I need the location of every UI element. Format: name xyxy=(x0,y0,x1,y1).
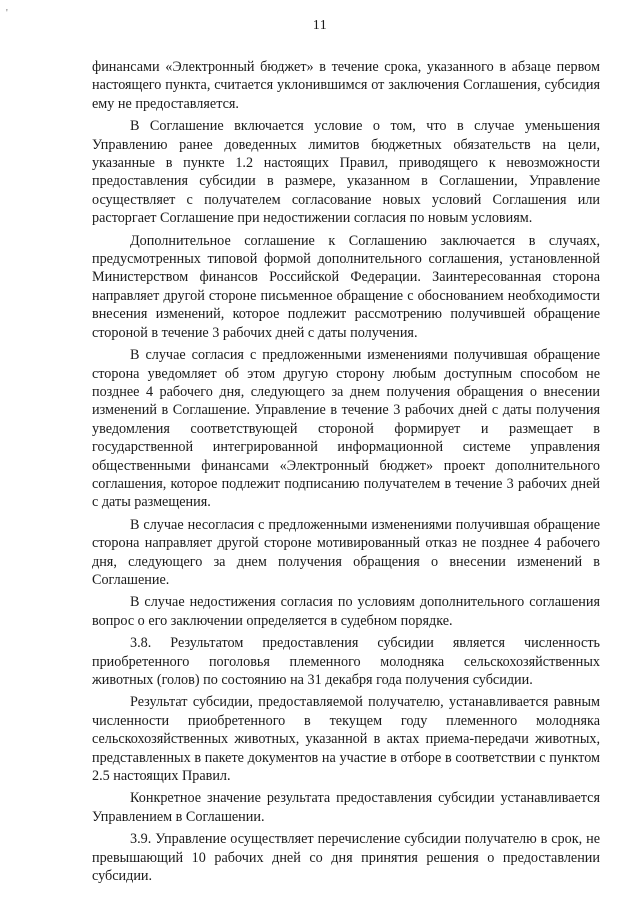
paragraph-budget-limits: В Соглашение включается условие о том, что в случае уменьшения Управлению ранее доведенных лимитов бюджетных обязательств на цели, указанные в пункте 1.2 настоящих Правил, приводящего к невозможности предоставления субсидии в размере, указанном в Соглашении, Управление осуществляет с получателем согласование новых условий Соглашения или расторгает Соглашение при недостижении согласия по новым условиям. xyxy=(92,118,600,227)
paragraph-no-agreement: В случае недостижения согласия по условиям дополнительного соглашения вопрос о его заключении определяется в судебном порядке. xyxy=(92,594,600,629)
paragraph-additional-agreement: Дополнительное соглашение к Соглашению заключается в случаях, предусмотренных типовой формой дополнительного соглашения, установленной Министерством финансов Российской Федерации. Заинтересованная сторона направляет другой стороне письменное обращение с обоснованием необходимости внесения изменений, которое подлежит рассмотрению получившей обращение стороной в течение 3 рабочих дней с даты получения. xyxy=(92,232,600,341)
paragraph-result-value: Конкретное значение результата предоставления субсидии устанавливается Управлением в Соглашении. xyxy=(92,790,600,825)
paragraph-continuation: финансами «Электронный бюджет» в течение срока, указанного в абзаце первом настоящего пункта, считается уклонившимся от заключения Соглашения, субсидия ему не предоставляется. xyxy=(92,59,600,112)
paragraph-subsidy-result: Результат субсидии, предоставляемой получателю, устанавливается равным численности приобретенного в текущем году племенного молодняка сельскохозяйственных животных, указанной в актах приема-передачи животных, представленных в пакете документов на участие в отборе в соответствии с пунктом 2.5 настоящих Правил. xyxy=(92,694,600,785)
paragraph-section-3-8: 3.8. Результатом предоставления субсидии является численность приобретенного поголовья племенного молодняка сельскохозяйственных животных (голов) по состоянию на 31 декабря года получения субсидии. xyxy=(92,635,600,688)
page-margin-mark: ' xyxy=(6,8,8,19)
page-number: 11 xyxy=(312,18,328,33)
paragraph-section-3-9: 3.9. Управление осуществляет перечисление субсидии получателю в срок, не превышающий 10 рабочих дней со дня принятия решения о предоставлении субсидии. xyxy=(92,831,600,885)
paragraph-consent: В случае согласия с предложенными изменениями получившая обращение сторона уведомляет об этом другую сторону любым доступным способом не позднее 4 рабочего дня, следующего за днем получения обращения о внесении изменений в Соглашение. Управление в течение 3 рабочих дней с даты получения уведомления соответствующей стороной формирует и размещает в государственной интегрированной информационной системе управления общественными финансами «Электронный бюджет» проект дополнительного соглашения, которое подлежит подписанию получателем в течение 3 рабочих дней с даты размещения. xyxy=(92,347,600,511)
document-body xyxy=(92,58,600,889)
paragraph-disagreement: В случае несогласия с предложенными изменениями получившая обращение сторона направляет другой стороне мотивированный отказ не позднее 4 рабочего дня, следующего за днем получения обращения о внесении изменений в Соглашение. xyxy=(92,516,600,588)
